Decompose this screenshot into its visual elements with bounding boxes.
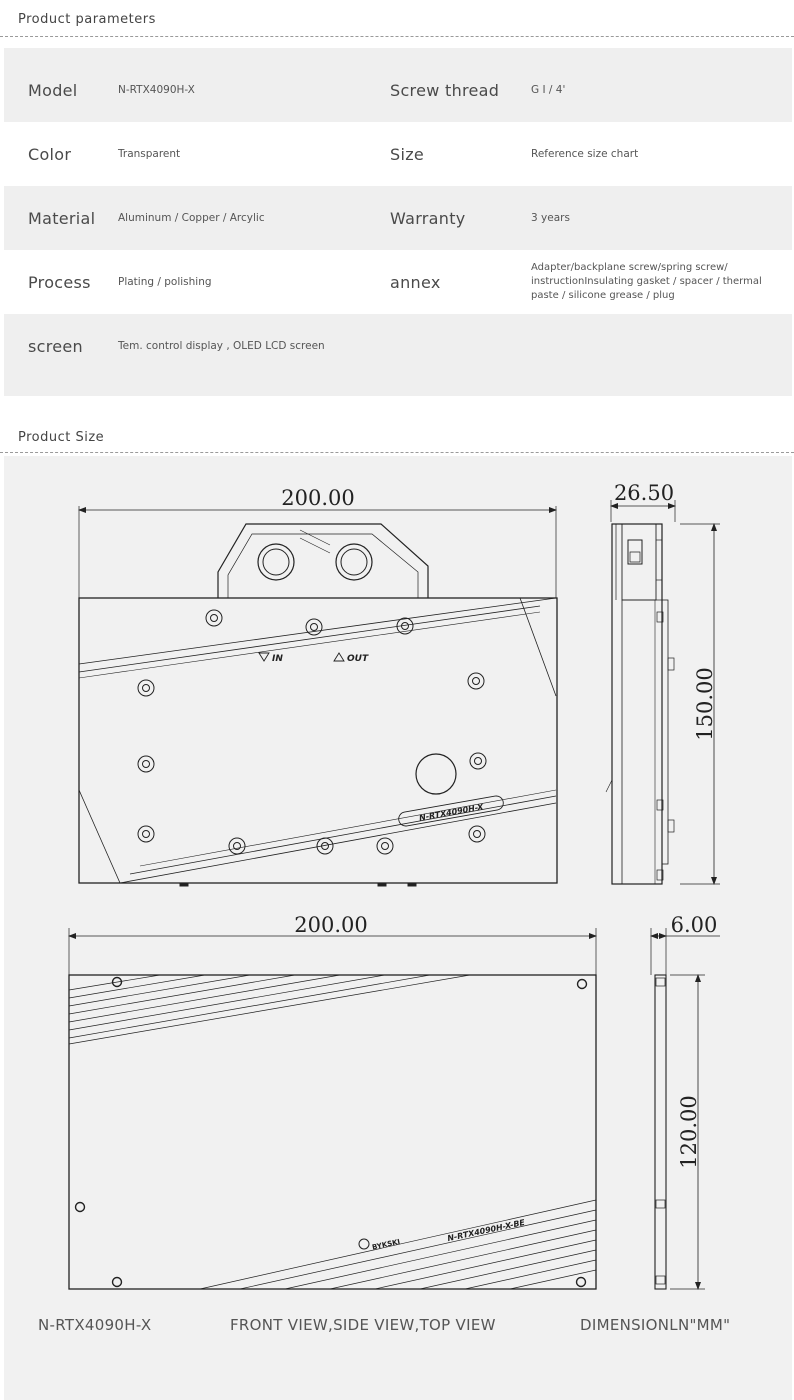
- param-label: Process: [28, 272, 91, 292]
- back-side-plate: [655, 975, 666, 1289]
- param-value: Aluminum / Copper / Arcylic: [118, 212, 265, 224]
- footer-model: N-RTX4090H-X: [38, 1316, 152, 1334]
- front-model-badge: N-RTX4090H-X: [418, 802, 485, 823]
- dimension-side-height: 150.00: [693, 667, 717, 741]
- arrow-down-icon: [259, 653, 269, 661]
- param-value: Plating / polishing: [118, 276, 212, 288]
- param-value: N-RTX4090H-X: [118, 84, 195, 96]
- param-label: Screw thread: [390, 80, 500, 100]
- param-value: Reference size chart: [531, 148, 639, 160]
- back-plate: [69, 975, 596, 1289]
- dimension-front-width: 200.00: [281, 486, 355, 510]
- param-label: Model: [28, 80, 78, 100]
- dimension-back-depth: 6.00: [670, 913, 718, 937]
- dimension-side-depth: 26.50: [613, 481, 675, 505]
- brand-logo-icon: [359, 1239, 369, 1249]
- footer-unit: DIMENSIONLN"MM": [580, 1316, 731, 1334]
- back-stripes-top: [69, 975, 470, 1044]
- label-in: IN: [272, 654, 283, 664]
- back-model-badge: N-RTX4090H-X-BE: [446, 1217, 526, 1244]
- section-title-size: Product Size: [18, 430, 105, 445]
- brand-logo-text: BYKSKI: [371, 1237, 401, 1252]
- label-out: OUT: [347, 654, 369, 664]
- param-value: Transparent: [118, 148, 181, 160]
- arrow-up-icon: [334, 653, 344, 661]
- param-label: Warranty: [390, 208, 466, 228]
- param-label: screen: [28, 336, 83, 356]
- screen-window: [416, 754, 456, 794]
- dimension-back-height: 120.00: [677, 1095, 701, 1169]
- dimension-back-width: 200.00: [294, 913, 368, 937]
- backplate-view: [69, 928, 596, 1289]
- param-label: annex: [390, 272, 441, 292]
- footer-views: FRONT VIEW,SIDE VIEW,TOP VIEW: [230, 1316, 496, 1334]
- section-title-parameters: Product parameters: [18, 12, 156, 27]
- param-value: Adapter/backplane screw/spring screw/ instructionInsulating gasket / spacer / thermal paste / silicone grease / plug: [531, 262, 762, 301]
- front-view: [79, 506, 557, 886]
- param-value: G I / 4': [531, 84, 566, 96]
- side-plate: [612, 524, 662, 884]
- param-value: 3 years: [531, 212, 570, 224]
- param-value: Tem. control display , OLED LCD screen: [118, 340, 325, 352]
- param-label: Material: [28, 208, 96, 228]
- terminal-block: [218, 524, 428, 598]
- param-label: Size: [390, 144, 425, 164]
- param-label: Color: [28, 144, 72, 164]
